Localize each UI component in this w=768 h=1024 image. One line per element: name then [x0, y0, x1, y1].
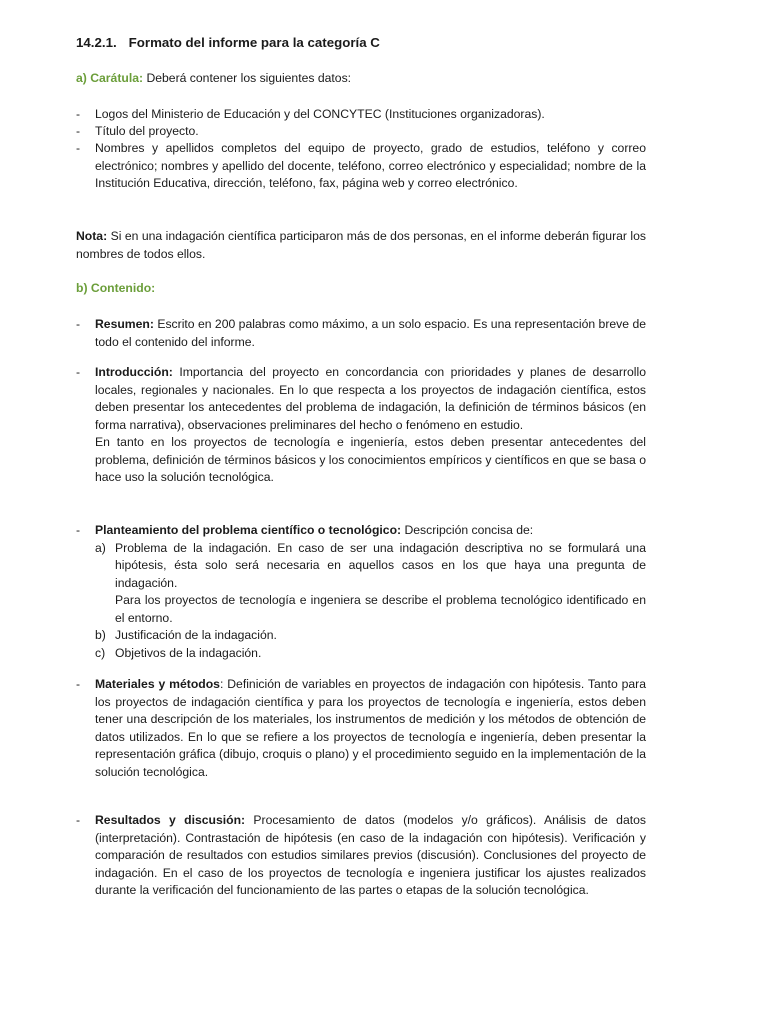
resultados-item: [76, 812, 646, 900]
introduccion-text-2: En tanto en los proyectos de tecnología e ingeniería, estos deben presentar antecedentes del problema, definición de términos básicos y los conocimientos empíricos y científicos en que se basa o hace uso la solución tecnológica.: [95, 435, 646, 484]
introduccion-label: Introducción:: [95, 365, 173, 379]
sub-item-text: Problema de la indagación. En caso de ser una indagación descriptiva no se formulará una hipótesis, ésta solo será necesaria en aquellos casos en los que haya una pregunta de indagación.: [115, 540, 646, 590]
bullet-dash: -: [76, 107, 81, 121]
list-item-text: Título del proyecto.: [95, 124, 199, 138]
list-item: [76, 106, 646, 124]
bullet-dash: -: [76, 523, 81, 537]
sub-item-text: Objetivos de la indagación.: [115, 645, 262, 660]
caratula-text: Deberá contener los siguientes datos:: [143, 71, 352, 85]
caratula-label: a) Carátula:: [76, 71, 144, 85]
note-paragraph: [76, 228, 646, 263]
sub-item-a: [95, 540, 646, 628]
section-number: 14.2.1.: [76, 35, 117, 50]
planteamiento-text: Descripción concisa de:: [401, 523, 534, 537]
note-text: Si en una indagación científica participaron más de dos personas, en el informe deberán figurar los nombres de todos ellos.: [76, 229, 646, 261]
resumen-label: Resumen:: [95, 317, 154, 331]
caratula-intro: [76, 70, 646, 88]
bullet-dash: -: [76, 141, 81, 155]
sub-item-text-2: Para los proyectos de tecnología e ingeniera se describe el problema tecnológico identificado en el entorno.: [115, 593, 646, 625]
bullet-dash: -: [76, 677, 81, 691]
sub-item-c: [95, 645, 646, 663]
materiales-text: : Definición de variables en proyectos de indagación con hipótesis. Tanto para los proyectos de indagación científica y para los proyectos de tecnología e ingeniería, estos deben tener una descripción de los materiales, los instrumentos de medición y los métodos de obtención de datos utilizados. En lo que se refiere a los proyectos de tecnología e ingeniería, deben presentar la representación gráfica (dibujo, croquis o plano) y el procedimiento seguido en la implementación de la solución tecnológica.: [95, 677, 647, 779]
list-item: [76, 140, 646, 193]
sub-item-letter: b): [95, 628, 106, 642]
resumen-item: [76, 316, 646, 351]
resultados-label: Resultados y discusión:: [95, 813, 246, 827]
resumen-text: Escrito en 200 palabras como máximo, a un solo espacio. Es una representación breve de todo el contenido del informe.: [95, 317, 646, 349]
resultados-text: Procesamiento de datos (modelos y/o gráficos). Análisis de datos (interpretación). Contrastación de hipótesis (en caso de la indagación con hipótesis). Verificación y comparación de resultados con estudios similares previos (discusión). Conclusiones del proyecto de indagación. En el caso de los proyectos de tecnología e ingeniera justificar los ajustes realizados durante la verificación del funcionamiento de las partes o etapas de la solución tecnológica.: [95, 813, 646, 897]
planteamiento-label: Planteamiento del problema científico o tecnológico:: [95, 523, 402, 537]
introduccion-text: Importancia del proyecto en concordancia con prioridades y planes de desarrollo locales, regionales y nacionales. En lo que respecta a los proyectos de indagación científica, estos deben presentar los antecedentes del problema de indagación, la definición de términos básicos (en forma narrativa), observaciones preliminares del hecho o fenómeno en estudio.: [95, 365, 646, 432]
bullet-dash: -: [76, 365, 81, 379]
sub-item-letter: a): [95, 540, 106, 555]
sub-item-text: Justificación de la indagación.: [115, 628, 277, 642]
contenido-label: b) Contenido:: [76, 281, 156, 295]
list-item: [76, 123, 646, 141]
materiales-label: Materiales y métodos: [95, 677, 220, 691]
note-label: Nota:: [76, 229, 108, 243]
planteamiento-item: [76, 522, 646, 662]
sub-item-letter: c): [95, 645, 106, 660]
introduccion-item: [76, 364, 646, 487]
section-heading: [76, 34, 646, 52]
section-title: Formato del informe para la categoría C: [128, 35, 380, 50]
materiales-item: [76, 676, 646, 781]
bullet-dash: -: [76, 124, 81, 138]
bullet-dash: -: [76, 317, 81, 331]
sub-item-b: [95, 627, 646, 645]
list-item-text: Logos del Ministerio de Educación y del CONCYTEC (Instituciones organizadoras).: [95, 107, 545, 121]
list-item-text: Nombres y apellidos completos del equipo de proyecto, grado de estudios, teléfono y correo electrónico; nombres y apellido del docente, teléfono, correo electrónico y especialidad; nombre de la Institución Educativa, dirección, teléfono, fax, página web y correo electrónico.: [95, 141, 646, 190]
bullet-dash: -: [76, 813, 81, 827]
